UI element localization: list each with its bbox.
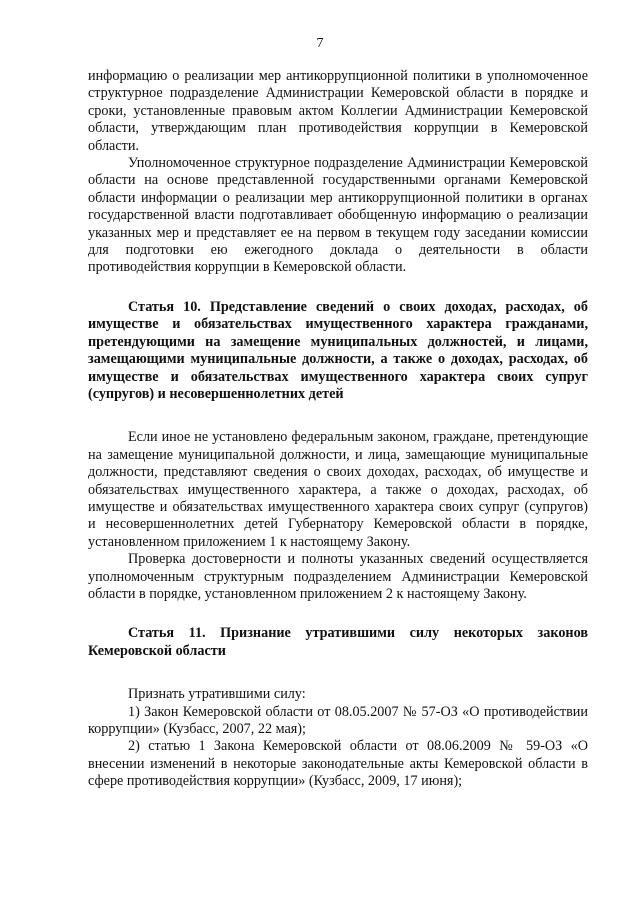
paragraph-authorized-unit: Уполномоченное структурное подразделение Администрации Кемеровской области на основе представленной государственными органами Кемеровской области информации о реализации мер антикоррупционной политики в органах государственной власти подготавливает обобщенную информацию о реализации указанных мер и представляет ее на первом в текущем году заседании комиссии для подготовки ею ежегодного доклада о деятельности в области противодействия коррупции в Кемеровской области. [88,155,588,276]
list-item-repeal-1: 1) Закон Кемеровской области от 08.05.2007 № 57-ОЗ «О противодействии коррупции» (Кузбасс, 2007, 22 мая); [88,703,588,737]
page-number: 7 [316,36,324,51]
document-body [88,68,588,791]
paragraph-verification: Проверка достоверности и полноты указанных сведений осуществляется уполномоченным структурным подразделением Администрации Кемеровской области в порядке, установленном приложением 2 к настоящему Закону. [88,551,588,602]
article-11-heading: Статья 11. Признание утратившими силу некоторых законов Кемеровской области [88,625,588,659]
paragraph-anticorruption-info: информацию о реализации мер антикоррупционной политики в уполномоченное структурное подразделение Администрации Кемеровской области в порядке и сроки, установленные правовым актом Коллегии Администрации Кемеровской области, утверждающим план противодействия коррупции в Кемеровской области. [88,68,588,154]
list-item-repeal-2: 2) статью 1 Закона Кемеровской области от 08.06.2009 № 59-ОЗ «О внесении изменений в некоторые законодательные акты Кемеровской области в сфере противодействия коррупции» (Кузбасс, 2009, 17 июня); [88,738,588,790]
paragraph-repeal-intro: Признать утратившими силу: [128,686,306,703]
article-10-heading: Статья 10. Представление сведений о своих доходах, расходах, об имуществе и обязательствах имущественного характера гражданами, претендующими на замещение муниципальных должностей, и лицами, замещающими муниципальные должности, а также о доходах, расходах, об имуществе и обязательствах имущественного характера своих супруг (супругов) и несовершеннолетних детей [88,298,588,402]
paragraph-income-declaration: Если иное не установлено федеральным законом, граждане, претендующие на замещение муниципальной должности, и лица, замещающие муниципальные должности, представляют сведения о своих доходах, расходах, об имуществе и обязательствах имущественного характера, а также о доходах, расходах, об имуществе и обязательствах имущественного характера своих супруг (супругов) и несовершеннолетних детей Губернатору Кемеровской области в порядке, установленном приложением 1 к настоящему Закону. [88,429,588,550]
